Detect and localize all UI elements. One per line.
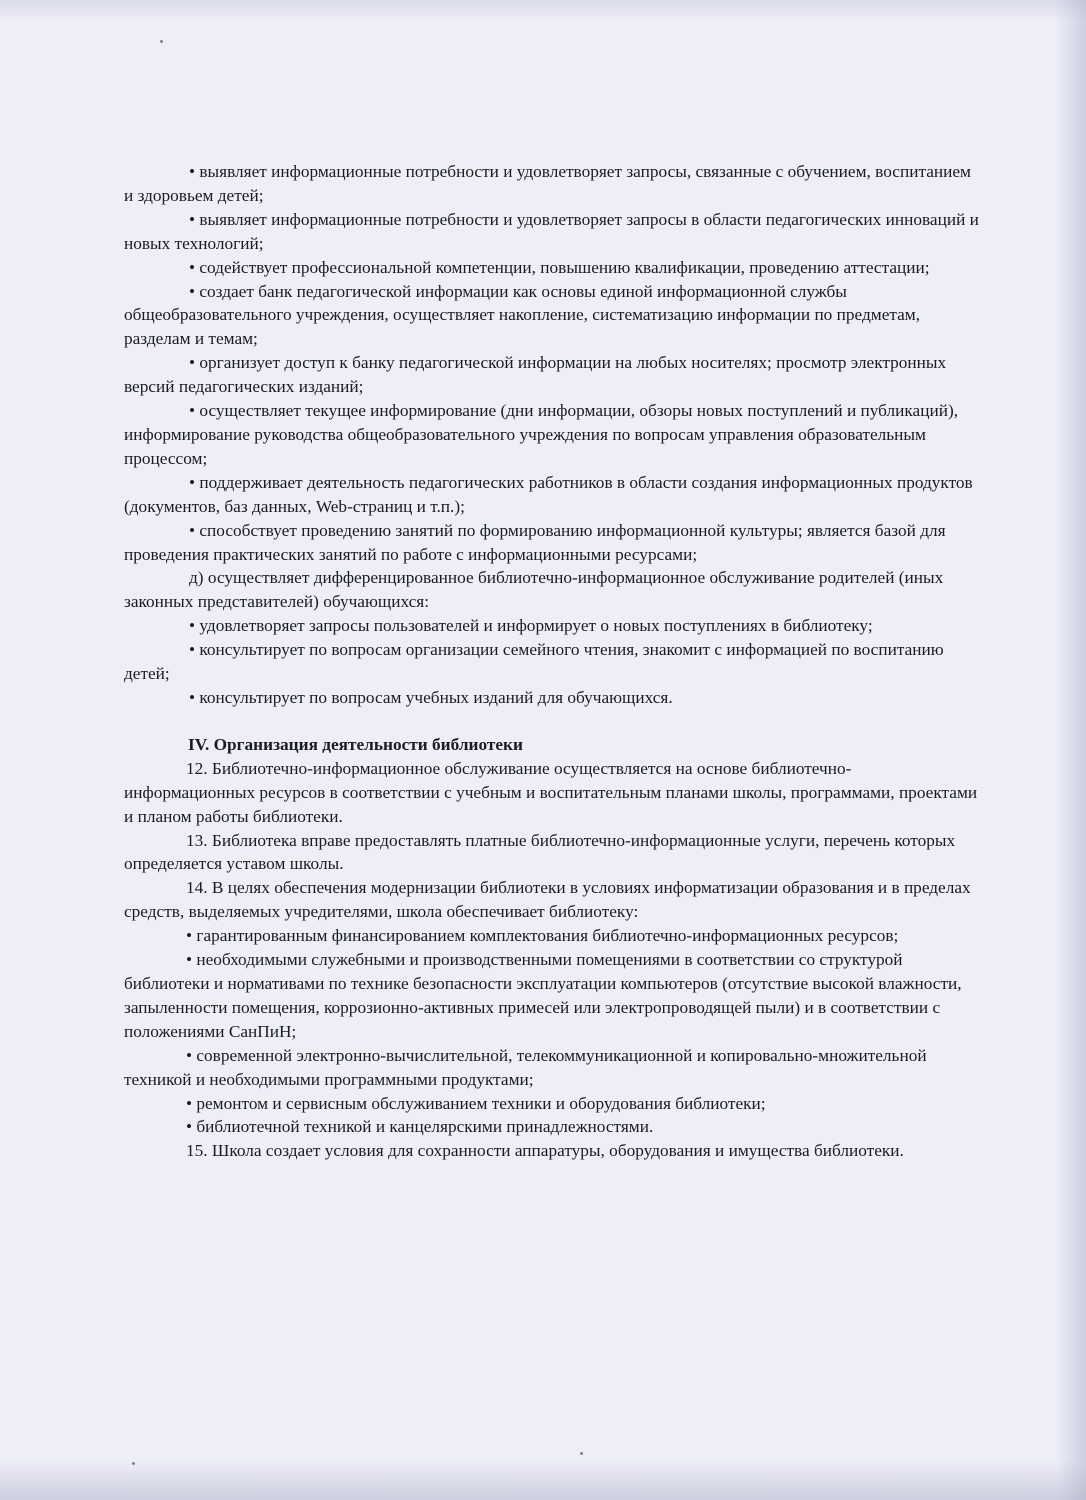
paragraph: 14. В целях обеспечения модернизации библиотеки в условиях информатизации образования и в пределах средств, выделяемых учредителями, школа обеспечивает библиотеку: xyxy=(124,878,971,922)
list-item: • гарантированным финансированием комплектования библиотечно-информационных ресурсов; xyxy=(186,926,899,946)
list-item: • способствует проведению занятий по формированию информационной культуры; является базой для проведения практических занятий по работе с информационными ресурсами; xyxy=(124,520,946,564)
section-heading: IV. Организация деятельности библиотеки xyxy=(188,734,523,754)
paragraph: 15. Школа создает условия для сохранности аппаратуры, оборудования и имущества библиотеки. xyxy=(186,1141,904,1161)
list-item: • удовлетворяет запросы пользователей и информирует о новых поступлениях в библиотеку; xyxy=(189,616,873,636)
list-item: • консультирует по вопросам учебных изданий для обучающихся. xyxy=(189,687,673,707)
list-item: • создает банк педагогической информации как основы единой информационной службы общеобразовательного учреждения, осуществляет накопление, систематизацию информации по предметам, разделам и темам; xyxy=(124,281,921,349)
scan-shadow-top xyxy=(0,0,1086,22)
scan-shadow-bottom xyxy=(0,1460,1086,1500)
paragraph: 13. Библиотека вправе предоставлять платные библиотечно-информационные услуги, перечень которых определяется уставом школы. xyxy=(124,830,956,874)
scan-speck xyxy=(132,1462,135,1465)
document-body xyxy=(124,160,980,1163)
list-item: • библиотечной техникой и канцелярскими принадлежностями. xyxy=(186,1117,654,1137)
list-item: • консультирует по вопросам организации семейного чтения, знакомит с информацией по воспитанию детей; xyxy=(124,640,944,684)
list-item: • поддерживает деятельность педагогических работников в области создания информационных продуктов (документов, баз данных, Web-страниц и т.п.); xyxy=(124,472,973,516)
list-item: • необходимыми служебными и производственными помещениями в соответствии со структурой библиотеки и нормативами по технике безопасности эксплуатации компьютеров (отсутствие высокой влажности, запыленности помещения, коррозионно-активных примесей или электропроводящей пыли) и в соответствии с положениями СанПиН; xyxy=(124,950,962,1041)
list-item: д) осуществляет дифференцированное библиотечно-информационное обслуживание родителей (иных законных представителей) обучающихся: xyxy=(124,568,944,612)
list-item: • ремонтом и сервисным обслуживанием техники и оборудования библиотеки; xyxy=(186,1093,766,1113)
list-item: • организует доступ к банку педагогической информации на любых носителях; просмотр электронных версий педагогических изданий; xyxy=(124,353,947,397)
scan-shadow-right xyxy=(1056,0,1086,1500)
list-item: • выявляет информационные потребности и удовлетворяет запросы в области педагогических инноваций и новых технологий; xyxy=(124,209,979,253)
scan-speck xyxy=(580,1452,583,1455)
list-item: • содействует профессиональной компетенции, повышению квалификации, проведению аттестации; xyxy=(189,257,930,277)
scan-speck xyxy=(160,40,163,43)
list-item: • осуществляет текущее информирование (дни информации, обзоры новых поступлений и публикаций), информирование руководства общеобразовательного учреждения по вопросам управления образовательным процессом; xyxy=(124,401,959,468)
list-item: • выявляет информационные потребности и удовлетворяет запросы, связанные с обучением, воспитанием и здоровьем детей; xyxy=(124,162,971,205)
paragraph: 12. Библиотечно-информационное обслуживание осуществляется на основе библиотечно-информационных ресурсов в соответствии с учебным и воспитательным планами школы, программами, проектами и планом работы библиотеки. xyxy=(124,758,978,826)
list-item: • современной электронно-вычислительной, телекоммуникационной и копировально-множительной техникой и необходимыми программными продуктами; xyxy=(124,1045,927,1089)
